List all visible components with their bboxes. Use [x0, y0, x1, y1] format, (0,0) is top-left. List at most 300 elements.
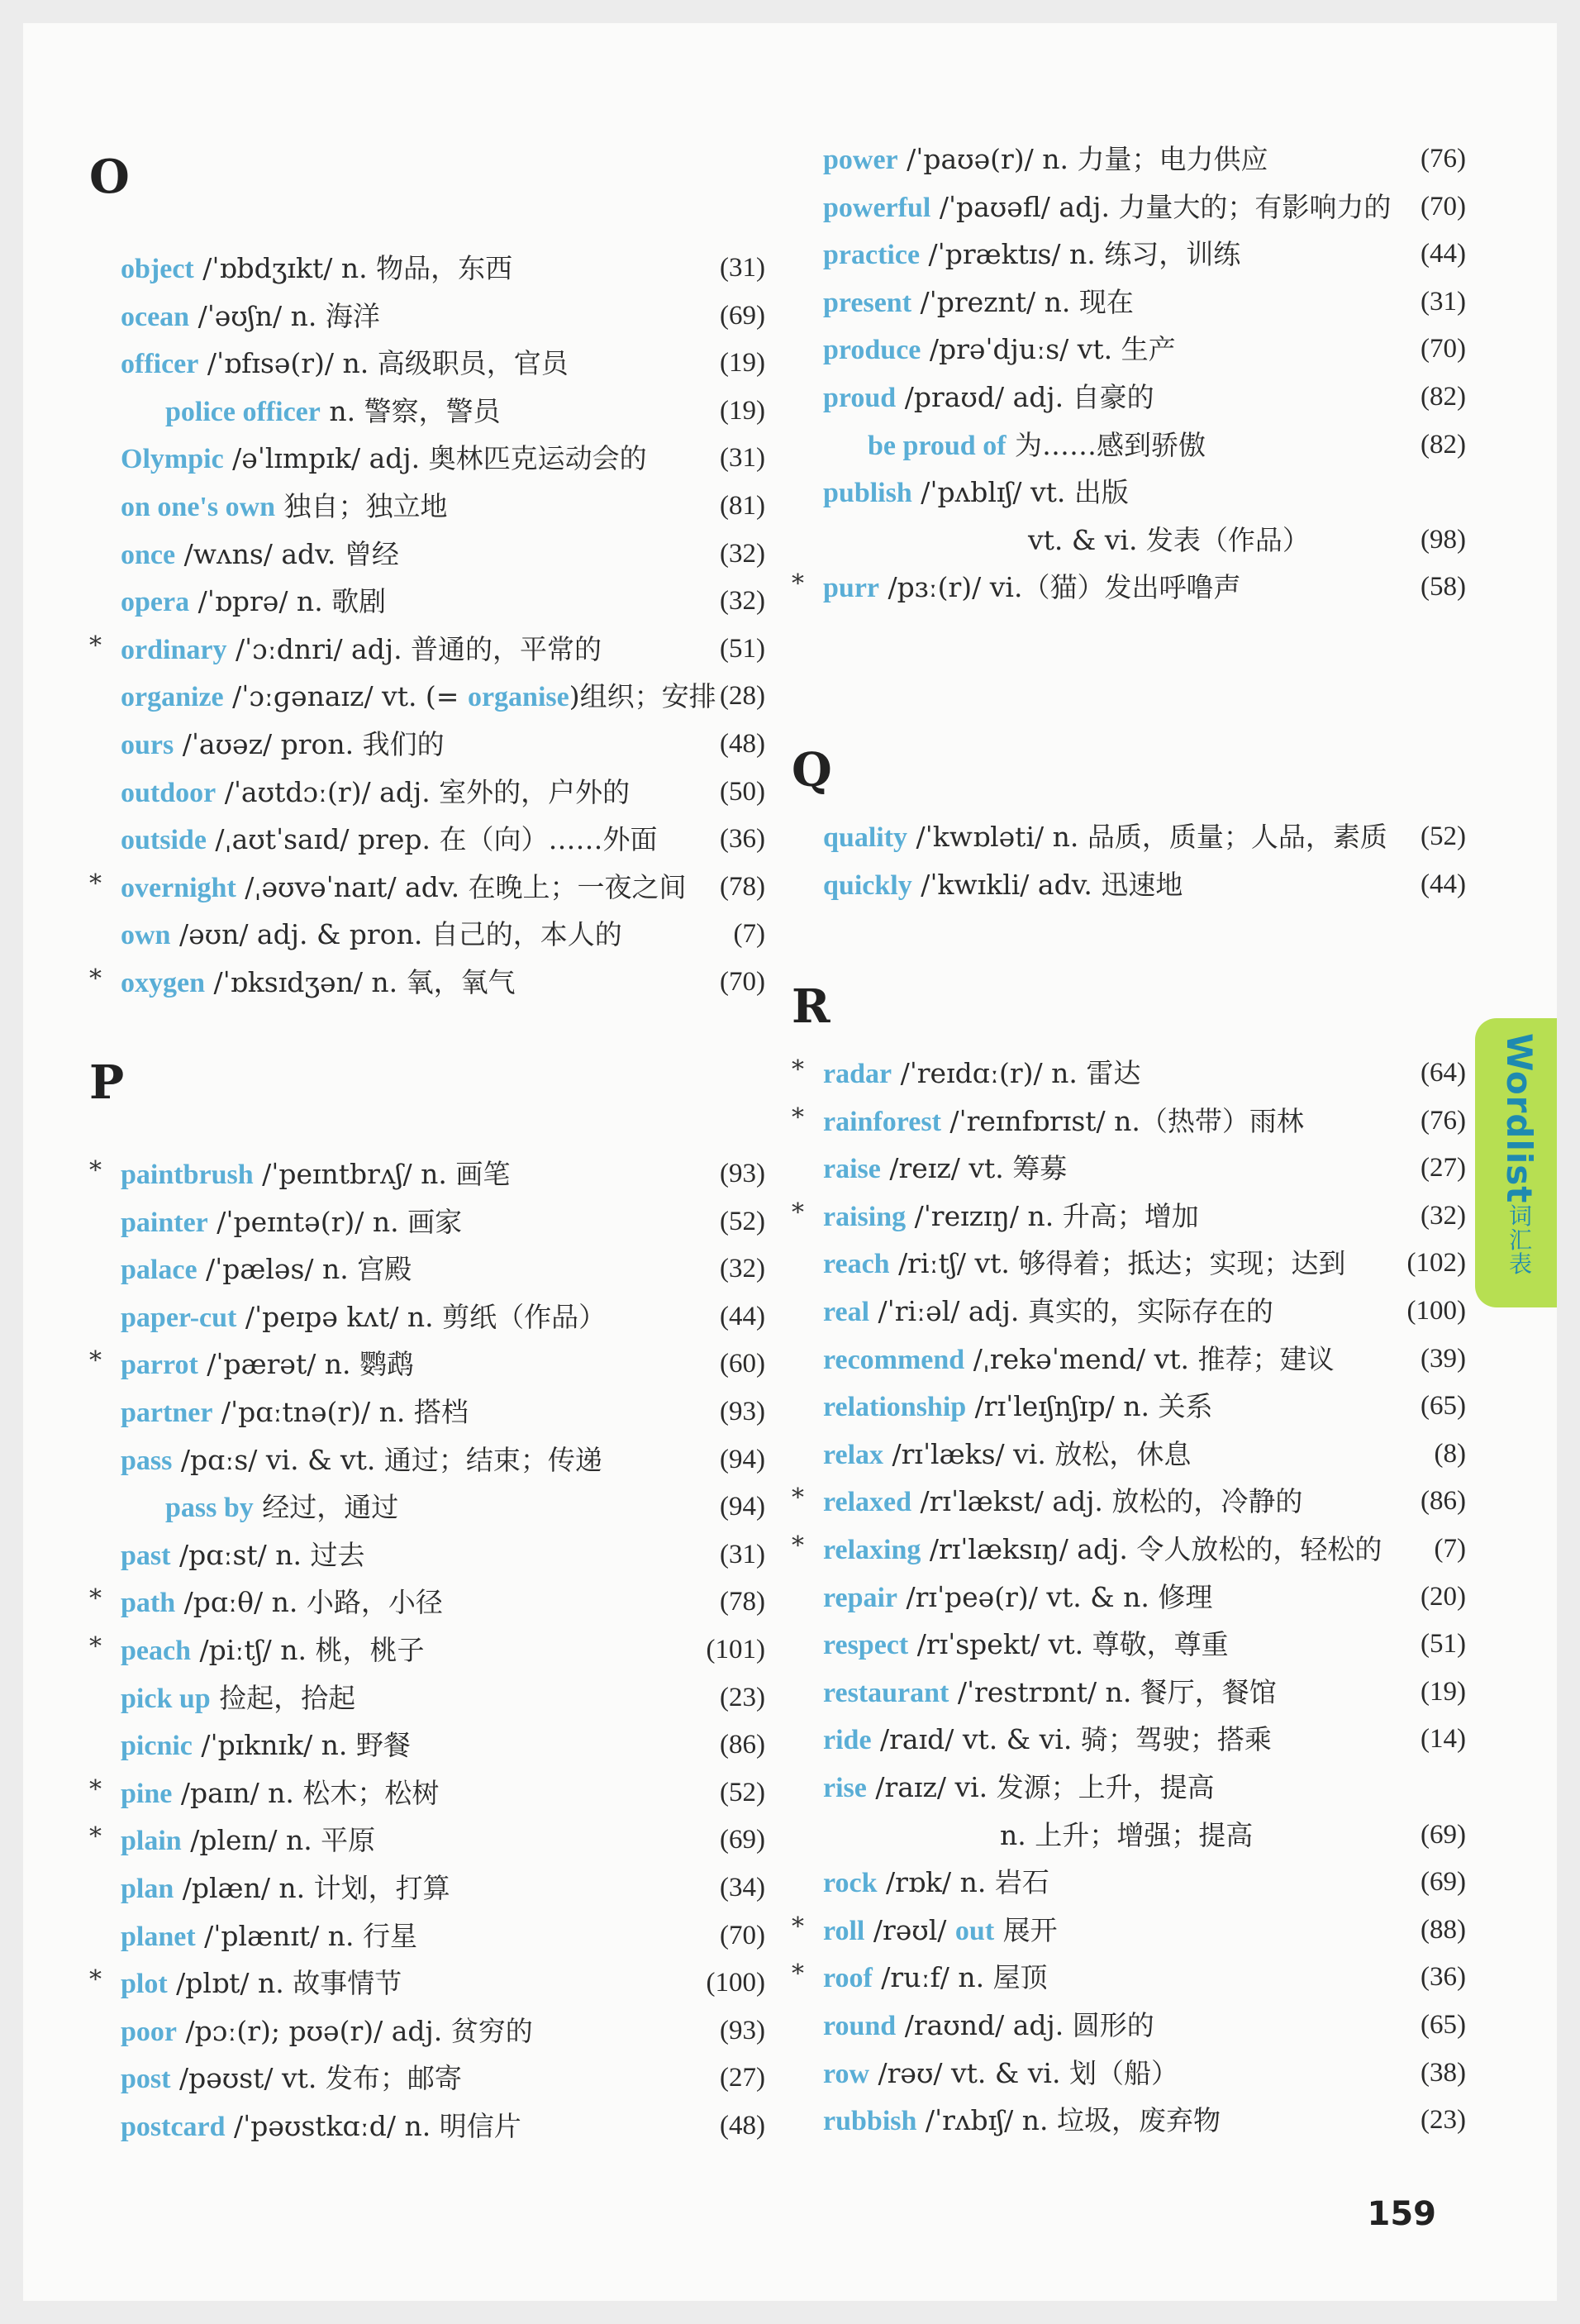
word-entry	[86, 531, 765, 578]
definition: /ˈkwɒləti/ n. 品质，质量；人品，素质	[907, 821, 1387, 853]
headword: outdoor	[121, 777, 217, 808]
definition: /pəʊst/ vt. 发布；邮寄	[170, 2062, 462, 2095]
entry-text	[165, 1483, 765, 1531]
definition: /rɒk/ n. 岩石	[877, 1866, 1049, 1899]
page-reference: (78)	[720, 1587, 765, 1617]
word-entry	[788, 469, 1466, 516]
headword: rise	[823, 1773, 867, 1803]
word-entry	[86, 1769, 765, 1817]
definition: /ˈpræktɪs/ n. 练习，训练	[920, 238, 1241, 271]
definition: 经过，通过	[253, 1491, 399, 1524]
star-marker: *	[89, 1584, 102, 1614]
definition: /raʊnd/ adj. 圆形的	[896, 2009, 1154, 2041]
word-entry	[86, 1245, 765, 1293]
headword: raise	[823, 1154, 881, 1185]
definition: n. 警察，警员	[320, 394, 501, 427]
definition: 独自；独立地	[275, 490, 448, 522]
word-entry	[788, 1336, 1466, 1383]
definition: /ˈpaʊə(r)/ n. 力量；电力供应	[897, 143, 1268, 175]
page-reference: (36)	[720, 824, 765, 855]
entry-text	[121, 1960, 765, 2007]
entry-text	[121, 1626, 765, 1674]
headword: postcard	[121, 2112, 226, 2142]
headword-variant: organise	[467, 682, 569, 713]
entry-text	[823, 1907, 1466, 1955]
star-marker: *	[89, 631, 102, 660]
entry-text	[823, 1098, 1466, 1145]
headword: own	[121, 920, 171, 951]
entry-text	[121, 1341, 765, 1388]
definition: /ˈpærət/ n. 鹦鹉	[198, 1348, 415, 1381]
entry-text	[121, 1912, 765, 1960]
definition-continued: 展开	[994, 1913, 1058, 1946]
headword: reach	[823, 1249, 890, 1280]
entry-text	[121, 626, 765, 674]
page-reference: (19)	[720, 348, 765, 379]
page-reference: (100)	[706, 1968, 765, 1998]
entry-text	[823, 183, 1466, 231]
page-reference: (69)	[1421, 1867, 1466, 1898]
page-reference: (36)	[1421, 1962, 1466, 1993]
entry-text	[121, 2055, 765, 2103]
definition: /ˈpɪknɪk/ n. 野餐	[192, 1729, 411, 1762]
entry-text	[823, 1574, 1466, 1622]
word-entry	[86, 959, 765, 1006]
page-reference: (44)	[1421, 869, 1466, 899]
word-entry	[86, 1436, 765, 1483]
entry-text	[121, 578, 765, 626]
entry-text	[823, 136, 1466, 183]
definition: /ˈɔːɡənaɪz/ vt. (=	[223, 680, 468, 713]
page-reference: (65)	[1421, 1391, 1466, 1422]
definition: /ˌrekəˈmend/ vt. 推荐；建议	[964, 1342, 1335, 1375]
headword: organize	[121, 682, 224, 713]
entry-text	[823, 2002, 1466, 2050]
definition: /əˈlɪmpɪk/ adj. 奥林匹克运动会的	[223, 442, 647, 475]
entry-text	[823, 469, 1466, 517]
definition: /ˈpʌblɪʃ/ vt. 出版	[911, 476, 1129, 509]
definition: /ˈɒprə/ n. 歌剧	[189, 585, 387, 618]
definition: /ˈrʌbɪʃ/ n. 垃圾，废弃物	[916, 2104, 1221, 2137]
headword: ride	[823, 1725, 872, 1756]
word-entry	[788, 1431, 1466, 1478]
entry-text	[121, 1436, 765, 1484]
word-entry	[86, 2007, 765, 2055]
section-letter-q: Q	[792, 743, 832, 798]
page-reference: (70)	[1421, 191, 1466, 221]
page-reference: (23)	[1421, 2105, 1466, 2136]
entry-text	[121, 2007, 765, 2055]
definition: /reɪz/ vt. 筹募	[880, 1152, 1068, 1185]
definition: /pleɪn/ n. 平原	[181, 1824, 376, 1857]
word-entry	[86, 340, 765, 387]
star-marker: *	[792, 1055, 804, 1084]
page-reference: (48)	[720, 729, 765, 759]
page-reference: (100)	[1406, 1296, 1466, 1326]
definition-continued: )组织；安排	[569, 680, 716, 713]
definition: /rɪˈlæks/ vi. 放松，休息	[883, 1437, 1192, 1470]
page-reference: (8)	[1434, 1438, 1466, 1469]
page-reference: (52)	[720, 1777, 765, 1807]
word-entry	[86, 1483, 765, 1531]
headword-variant: out	[954, 1915, 995, 1946]
definition: /ˈpreznt/ n. 现在	[911, 285, 1134, 318]
word-entry	[788, 183, 1466, 231]
page-reference: (98)	[1421, 524, 1466, 555]
definition: /ˌəʊvəˈnaɪt/ adv. 在晚上；一夜之间	[236, 870, 687, 903]
definition: /rɪˈlæksɪŋ/ adj. 令人放松的，轻松的	[921, 1533, 1382, 1565]
headword: round	[823, 2011, 897, 2041]
page-reference: (31)	[720, 1539, 765, 1569]
word-entry	[86, 1674, 765, 1722]
page-reference: (82)	[1421, 429, 1466, 460]
headword: post	[121, 2064, 171, 2095]
word-entry	[86, 388, 765, 435]
page-reference: (38)	[1421, 2057, 1466, 2088]
definition: /plɒt/ n. 故事情节	[167, 1967, 402, 2000]
page-reference: (52)	[1421, 821, 1466, 851]
headword: relationship	[823, 1392, 967, 1423]
page-reference: (58)	[1421, 572, 1466, 602]
word-entry	[86, 769, 765, 816]
headword: rainforest	[823, 1106, 941, 1137]
entry-text	[823, 1193, 1466, 1241]
headword: restaurant	[823, 1677, 949, 1708]
definition: /wʌns/ adv. 曾经	[175, 537, 399, 570]
page-reference: (31)	[720, 443, 765, 474]
headword: power	[823, 145, 898, 175]
entry-text	[823, 861, 1466, 909]
entry-text	[823, 1336, 1466, 1383]
page-reference: (20)	[1421, 1581, 1466, 1612]
word-entry	[86, 1960, 765, 2007]
page-reference: (19)	[1421, 1676, 1466, 1707]
definition: /ˈpəʊstkɑːd/ n. 明信片	[225, 2110, 521, 2142]
headword: picnic	[121, 1731, 193, 1762]
headword: police officer	[165, 396, 321, 427]
page-reference: (81)	[720, 491, 765, 521]
headword: oxygen	[121, 968, 205, 998]
page-reference: (31)	[1421, 286, 1466, 317]
page-reference: (23)	[720, 1682, 765, 1712]
word-entry	[788, 1383, 1466, 1430]
headword: opera	[121, 587, 190, 618]
headword: purr	[823, 573, 879, 604]
headword: planet	[121, 1921, 196, 1952]
section-letter-r: R	[792, 979, 830, 1034]
entry-text	[823, 1240, 1466, 1288]
page-reference: (19)	[720, 395, 765, 426]
entry-text	[121, 1293, 765, 1341]
page-reference: (82)	[1421, 382, 1466, 412]
word-entry	[86, 816, 765, 863]
entry-text	[823, 1621, 1466, 1669]
word-entry	[788, 813, 1466, 860]
definition: /praʊd/ adj. 自豪的	[896, 381, 1154, 413]
page-reference: (32)	[720, 1254, 765, 1284]
page-reference: (70)	[720, 1920, 765, 1950]
entry-text	[823, 564, 1466, 612]
entry-text	[121, 1674, 765, 1722]
star-marker: *	[89, 1822, 102, 1852]
definition: /ˈpeɪntbrʌʃ/ n. 画笔	[253, 1158, 511, 1190]
word-entry	[86, 1198, 765, 1245]
page-reference: (76)	[1421, 144, 1466, 174]
entry-text	[823, 1383, 1466, 1431]
entry-text	[1028, 517, 1466, 564]
wordlist-tab-label	[1490, 1033, 1540, 1289]
page-reference: (69)	[1421, 1819, 1466, 1850]
section-letter-p: P	[89, 1055, 125, 1110]
entry-text	[823, 1526, 1466, 1574]
page-reference: (69)	[720, 1825, 765, 1855]
star-marker: *	[792, 569, 804, 599]
entry-text	[823, 1669, 1466, 1717]
entry-text	[823, 1288, 1466, 1336]
star-marker: *	[89, 1632, 102, 1661]
headword: past	[121, 1540, 171, 1571]
page-reference: (31)	[720, 253, 765, 283]
word-entry	[788, 1859, 1466, 1906]
definition: /ˈreɪdɑː(r)/ n. 雷达	[892, 1057, 1141, 1089]
star-marker: *	[89, 1346, 102, 1376]
definition: /ˈəʊʃn/ n. 海洋	[189, 299, 380, 332]
headword: be proud of	[868, 430, 1007, 461]
word-entry	[86, 483, 765, 530]
star-marker: *	[89, 964, 102, 993]
word-entry	[86, 1341, 765, 1388]
word-entry	[788, 1098, 1466, 1145]
wordlist-tab-title: Wordlist	[1499, 1033, 1540, 1204]
headword: produce	[823, 335, 921, 366]
page-reference: (27)	[1421, 1153, 1466, 1183]
word-entry	[788, 1716, 1466, 1763]
definition: /ˈpeɪpə kʌt/ n. 剪纸（作品）	[236, 1300, 607, 1333]
entry-text	[121, 1198, 765, 1246]
star-marker: *	[792, 1483, 804, 1513]
headword: object	[121, 254, 194, 284]
word-entry	[86, 1150, 765, 1198]
headword: ours	[121, 730, 174, 760]
definition: /pɔː(r); pʊə(r)/ adj. 贫穷的	[177, 2014, 533, 2047]
headword: respect	[823, 1630, 909, 1661]
word-entry	[788, 421, 1466, 469]
headword: outside	[121, 825, 207, 856]
word-entry	[86, 2103, 765, 2150]
entry-text	[823, 326, 1466, 374]
star-marker: *	[792, 1960, 804, 1989]
word-entry	[86, 435, 765, 482]
star-marker: *	[89, 1156, 102, 1185]
definition: /piːtʃ/ n. 桃，桃子	[191, 1634, 425, 1666]
entry-text	[868, 421, 1466, 469]
page-reference: (93)	[720, 1159, 765, 1188]
entry-text	[121, 769, 765, 817]
page-reference: (69)	[720, 300, 765, 331]
entry-text	[823, 813, 1466, 861]
word-entry	[86, 721, 765, 768]
entry-text	[823, 1478, 1466, 1526]
word-entry	[86, 578, 765, 625]
word-entry	[788, 1764, 1466, 1811]
entry-text	[121, 245, 765, 293]
word-entry	[788, 1193, 1466, 1240]
word-entry	[788, 1574, 1466, 1621]
definition: vt. & vi. 发表（作品）	[1028, 523, 1310, 556]
entry-text	[823, 2097, 1466, 2145]
headword: plain	[121, 1826, 182, 1857]
word-entry	[788, 1288, 1466, 1335]
headword: peach	[121, 1636, 191, 1666]
definition: /ˈreɪnfɒrɪst/ n.（热带）雨林	[940, 1104, 1304, 1137]
entry-text	[121, 435, 765, 483]
headword: radar	[823, 1059, 892, 1089]
definition: /pɑːθ/ n. 小路，小径	[175, 1586, 443, 1619]
word-entry	[86, 1293, 765, 1341]
word-entry	[788, 1621, 1466, 1668]
dictionary-page	[23, 23, 1557, 2301]
definition: /əʊn/ adj. & pron. 自己的，本人的	[170, 918, 622, 951]
page-reference: (7)	[1434, 1534, 1466, 1564]
definition: /pɑːs/ vi. & vt. 通过；结束；传递	[172, 1443, 602, 1476]
page-reference: (32)	[720, 538, 765, 569]
definition: /ˈaʊtdɔː(r)/ adj. 室外的，户外的	[216, 775, 631, 808]
entry-text	[823, 1954, 1466, 2002]
definition: /ˌaʊtˈsaɪd/ prep. 在（向）……外面	[206, 823, 658, 856]
headword: plot	[121, 1969, 168, 2000]
star-marker: *	[89, 1965, 102, 1995]
headword: quality	[823, 822, 908, 853]
entry-text	[121, 1722, 765, 1769]
definition: /ˈɒbdʒɪkt/ n. 物品，东西	[193, 252, 513, 284]
page-reference: (78)	[720, 871, 765, 902]
page-reference: (34)	[720, 1873, 765, 1903]
definition: /rɪˈpeə(r)/ vt. & n. 修理	[897, 1580, 1213, 1613]
entry-text	[121, 721, 765, 769]
definition: /pɜː(r)/ vi.（猫）发出呼噜声	[879, 571, 1241, 604]
page-reference: (52)	[720, 1206, 765, 1236]
entry-text	[121, 816, 765, 864]
headword: recommend	[823, 1344, 965, 1375]
entry-text	[165, 388, 765, 436]
page-reference: (28)	[720, 681, 765, 712]
word-entry	[788, 136, 1466, 183]
page-reference: (44)	[1421, 239, 1466, 269]
wordlist-side-tab	[1475, 1018, 1557, 1307]
page-reference: (88)	[1421, 1914, 1466, 1945]
entry-text	[121, 959, 765, 1007]
page-reference: (94)	[720, 1444, 765, 1474]
word-entry	[86, 1864, 765, 1912]
entry-text	[121, 531, 765, 579]
word-entry	[788, 2097, 1466, 2144]
headword: real	[823, 1297, 870, 1327]
page-reference: (60)	[720, 1349, 765, 1379]
definition: /rɪˈleɪʃnʃɪp/ n. 关系	[966, 1390, 1213, 1423]
headword: relaxed	[823, 1487, 912, 1518]
word-entry	[788, 231, 1466, 278]
definition: /raɪd/ vt. & vi. 骑；驾驶；搭乘	[871, 1723, 1272, 1756]
definition: /ˈriːəl/ adj. 真实的，实际存在的	[869, 1295, 1273, 1327]
entry-text	[121, 1769, 765, 1817]
word-entry	[86, 1531, 765, 1579]
page-reference: (86)	[720, 1730, 765, 1760]
headword: pass by	[165, 1493, 254, 1524]
headword: palace	[121, 1255, 198, 1286]
star-marker: *	[792, 1531, 804, 1560]
word-entry	[788, 564, 1466, 611]
definition: /rəʊl/	[864, 1913, 955, 1946]
definition: /rɪˈspekt/ vt. 尊敬，尊重	[908, 1628, 1229, 1661]
page-reference: (39)	[1421, 1343, 1466, 1374]
word-entry	[86, 1579, 765, 1626]
word-entry	[86, 1388, 765, 1436]
word-entry	[788, 1812, 1466, 1859]
headword: quickly	[823, 869, 912, 901]
headword: on one's own	[121, 492, 276, 522]
word-entry	[86, 2055, 765, 2102]
page-reference: (102)	[1406, 1248, 1466, 1279]
page-reference: (93)	[720, 1397, 765, 1426]
definition: /ˈkwɪkli/ adv. 迅速地	[911, 868, 1183, 901]
headword: officer	[121, 349, 199, 380]
page-reference: (76)	[1421, 1105, 1466, 1136]
headword: publish	[823, 478, 912, 509]
word-entry	[788, 1240, 1466, 1287]
headword: painter	[121, 1207, 208, 1238]
star-marker: *	[89, 869, 102, 898]
headword: pine	[121, 1778, 173, 1809]
entry-text	[823, 1050, 1466, 1098]
entry-text	[121, 1531, 765, 1579]
headword: relax	[823, 1439, 884, 1470]
word-entry	[788, 279, 1466, 326]
page-reference: (70)	[720, 967, 765, 997]
definition: /ˈpeɪntə(r)/ n. 画家	[207, 1205, 463, 1238]
entry-text	[121, 483, 765, 531]
headword: pass	[121, 1445, 173, 1476]
word-entry	[788, 1478, 1466, 1525]
word-entry	[86, 626, 765, 673]
page-reference: (51)	[1421, 1629, 1466, 1660]
page-reference: (64)	[1421, 1058, 1466, 1088]
entry-text	[121, 1864, 765, 1912]
entry-text	[121, 864, 765, 912]
headword: plan	[121, 1874, 174, 1904]
definition: /ˈɒfɪsə(r)/ n. 高级职员，官员	[198, 347, 569, 380]
page-reference: (48)	[720, 2111, 765, 2141]
word-entry	[788, 861, 1466, 908]
headword: roll	[823, 1915, 865, 1946]
definition: /ˈpɑːtnə(r)/ n. 搭档	[212, 1396, 469, 1428]
entry-text	[823, 1764, 1466, 1812]
headword: Olympic	[121, 444, 224, 475]
entry-text	[121, 1388, 765, 1436]
page-reference: (101)	[706, 1635, 765, 1664]
word-entry	[788, 1907, 1466, 1954]
definition: /plæn/ n. 计划，打算	[174, 1872, 450, 1904]
entry-text	[121, 1817, 765, 1864]
entry-text	[121, 1579, 765, 1626]
star-marker: *	[792, 1912, 804, 1941]
definition: /ˈpæləs/ n. 宫殿	[197, 1253, 412, 1286]
page-reference: (94)	[720, 1492, 765, 1522]
word-entry	[788, 374, 1466, 421]
page-reference: (7)	[733, 919, 765, 950]
page-reference: (27)	[720, 2063, 765, 2093]
headword: roof	[823, 1963, 873, 1994]
headword: overnight	[121, 872, 236, 903]
